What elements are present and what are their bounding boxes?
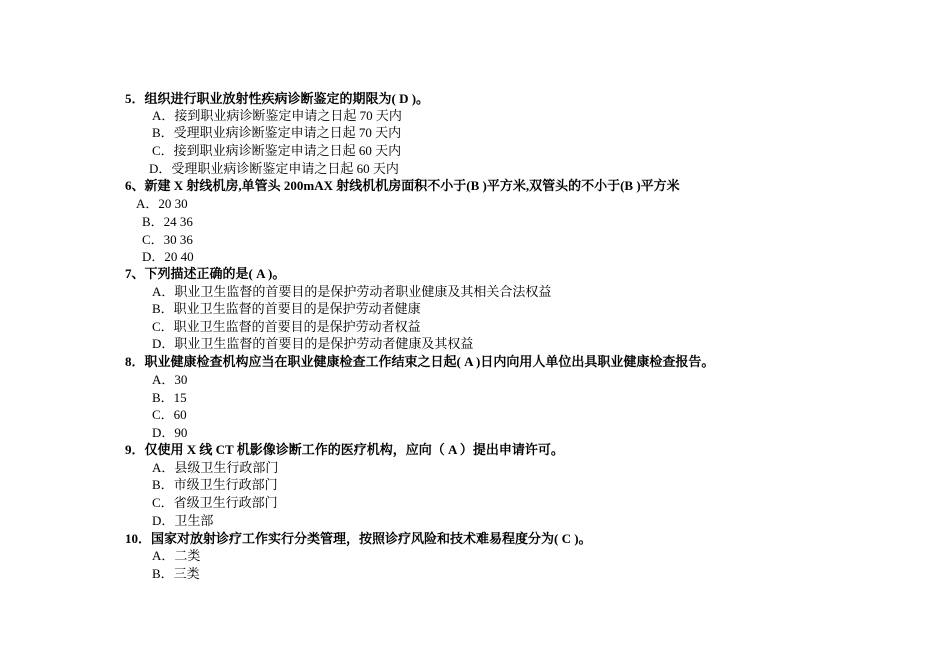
question-5-option-b: B．受理职业病诊断鉴定申请之日起 70 天内 <box>152 125 402 140</box>
question-10-option-a: A．二类 <box>152 548 201 563</box>
question-6-option-a: A．20 30 <box>136 196 188 211</box>
question-5: 5．组织进行职业放射性疾病诊断鉴定的期限为( D )。 <box>125 91 430 106</box>
question-7-option-c: C．职业卫生监督的首要目的是保护劳动者权益 <box>152 319 421 334</box>
question-10-option-b: B．三类 <box>152 566 200 581</box>
question-7: 7、下列描述正确的是( A )。 <box>125 266 286 281</box>
question-6-option-d: D．20 40 <box>142 249 194 264</box>
question-5-option-c: C．接到职业病诊断鉴定申请之日起 60 天内 <box>152 143 402 158</box>
question-7-option-b: B．职业卫生监督的首要目的是保护劳动者健康 <box>152 301 421 316</box>
question-9-option-a: A．县级卫生行政部门 <box>152 460 279 475</box>
question-8: 8．职业健康检查机构应当在职业健康检查工作结束之日起( A )日内向用人单位出具职业健康检查报告。 <box>125 354 715 369</box>
question-6-option-b: B．24 36 <box>142 214 193 229</box>
question-10: 10．国家对放射诊疗工作实行分类管理，按照诊疗风险和技术难易程度分为( C )。 <box>125 531 592 546</box>
question-6: 6、新建 X 射线机房,单管头 200mAX 射线机机房面积不小于(B )平方米,双管头的不小于(B )平方米 <box>125 178 680 193</box>
question-9-option-d: D．卫生部 <box>152 513 214 528</box>
question-6-option-c: C．30 36 <box>142 232 193 247</box>
question-7-option-a: A．职业卫生监督的首要目的是保护劳动者职业健康及其相关合法权益 <box>152 284 552 299</box>
question-9-option-b: B．市级卫生行政部门 <box>152 477 278 492</box>
question-7-option-d: D．职业卫生监督的首要目的是保护劳动者健康及其权益 <box>152 336 474 351</box>
question-9-option-c: C．省级卫生行政部门 <box>152 495 278 510</box>
question-8-option-d: D．90 <box>152 425 188 440</box>
question-5-option-a: A．接到职业病诊断鉴定申请之日起 70 天内 <box>152 108 402 123</box>
question-8-option-b: B．15 <box>152 390 187 405</box>
question-5-option-d: D．受理职业病诊断鉴定申请之日起 60 天内 <box>149 161 399 176</box>
question-8-option-a: A．30 <box>152 372 188 387</box>
question-8-option-c: C．60 <box>152 407 187 422</box>
question-9: 9．仅使用 X 线 CT 机影像诊断工作的医疗机构，应向（ A ）提出申请许可。 <box>125 442 564 457</box>
